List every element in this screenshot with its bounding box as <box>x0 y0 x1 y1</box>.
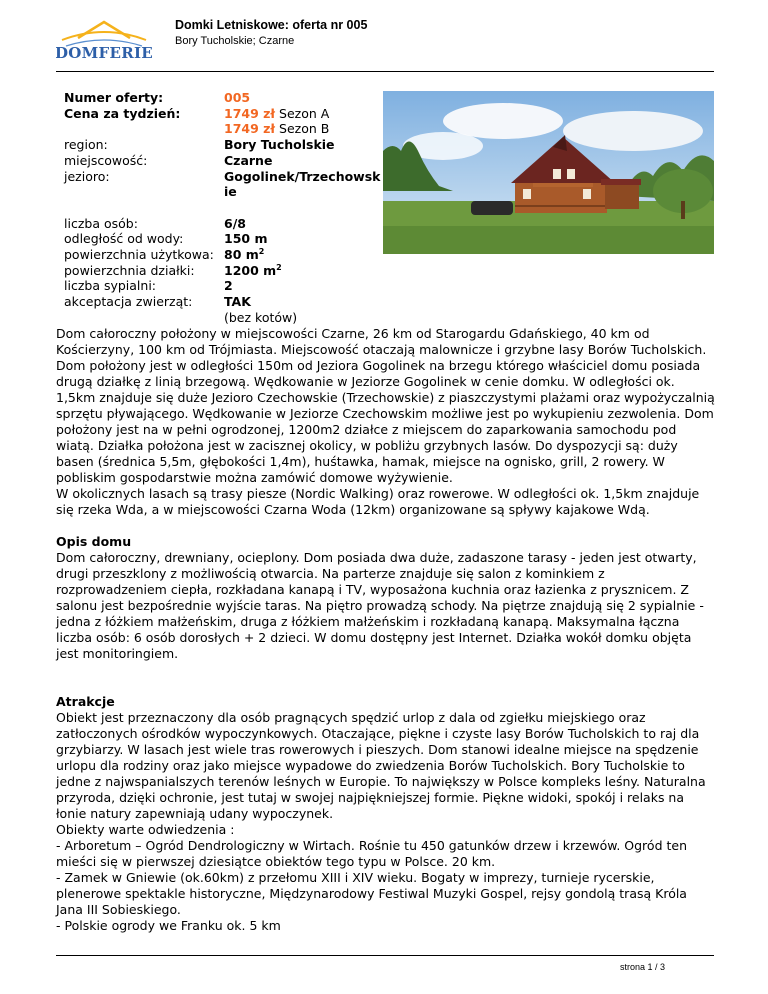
town-value: Czarne <box>224 152 273 168</box>
bedrooms-label: liczba sypialni: <box>64 278 157 294</box>
attraction-item: - Polskie ogrody we Franku ok. 5 km <box>56 918 281 933</box>
bedrooms-value: 2 <box>224 278 233 294</box>
plot-area-label: powierzchnia działki: <box>64 262 195 278</box>
attractions-section-title: Atrakcje <box>56 694 115 709</box>
attraction-item: - Zamek w Gniewie (ok.60km) z przełomu XIII i XIV wieku. Bogaty w imprezy, turnieje rycerskie, plenerowe spektakle historyczne, Międzynarodowy Festiwal Muzyki Gospel, rejsy gondolą trasą Króla Jana III Sobieskiego. <box>56 870 687 917</box>
footer-divider <box>56 955 714 956</box>
region-value: Bory Tucholskie <box>224 137 335 153</box>
sq-exponent: 2 <box>276 262 282 272</box>
house-section-text: Dom całoroczny, drewniany, ocieplony. Dom posiada dwa duże, zadaszone tarasy - jeden jest otwarty, drugi przeszklony z możliwością otwarcia. Na parterze znajduje się salon z kominkiem z rozprowadzeniem ciepła, rozkładana kanapą i TV, wyposażona kuchnia oraz łazienka z prysznicem. Z salonu jest bezpośrednie wyjście taras. Na piętro prowadzą schody. Na piętrze znajdują się 2 sypialnie - jedna z łóżkiem małżeńskim, druga z łóżkiem małżeńskim i rozkładaną kanapą. Maksymalna łączna liczba osób: 6 osób dorosłych + 2 dzieci. W domu dostępny jest Internet. Działka wokół domku objęta jest monitoringiem. <box>56 550 704 661</box>
domferie-logo <box>56 16 152 62</box>
price-season-a: 1749 zł <box>224 105 276 121</box>
pets-note: (bez kotów) <box>224 309 298 325</box>
document-subtitle: Bory Tucholskie; Czarne <box>175 35 295 47</box>
attractions-section-text: Obiekt jest przeznaczony dla osób pragnących spędzić urlop z dala od zgiełku miejskiego oraz zatłoczonych ośrodków wypoczynkowych. Otaczające, piękne i czyste lasy Borów Tucholskich to raj dla grzybiarzy. W lasach jest wiele tras rowerowych i pieszych. Dom stanowi idealne miejsce na spędzenie urlopu dla rodziny oraz jako miejsce wypadowe do zwiedzenia Borów Tucholskich. Bory Tucholskie to jedne z najwspanialszych terenów leśnych w Europie. To największy w Polsce kompleks leśny. Naturalna przyroda, dzięki ochronie, jest tutaj w swojej najpiękniejszej formie. Piękne widoki, spokój i relaks na łonie natury zapewniają udany wypoczynek. <box>56 710 706 821</box>
persons-value: 6/8 <box>224 215 246 231</box>
page-number: strona 1 / 3 <box>620 962 666 972</box>
water-distance-label: odległość od wody: <box>64 231 184 247</box>
persons-label: liczba osób: <box>64 215 138 231</box>
pets-value: TAK <box>224 294 251 310</box>
attraction-item: - Arboretum – Ogród Dendrologiczny w Wirtach. Rośnie tu 450 gatunków drzew i krzewów. Ogród ten mieści się w pierwszej dziesiątce obiektów tego typu w Polsce. 20 km. <box>56 838 687 869</box>
intro-paragraph-2: W okolicznych lasach są trasy piesze (Nordic Walking) oraz rowerowe. W odległości ok. 1,5km znajduje się rzeka Wda, a w miejscowości Czarna Woda (12km) organizowane są spływy kajakowe Wdą. <box>56 486 700 517</box>
offer-number-label: Numer oferty: <box>64 90 164 105</box>
plot-area-value: 1200 m <box>224 262 277 278</box>
pets-label: akceptacja zwierząt: <box>64 294 193 310</box>
town-label: miejscowość: <box>64 152 148 168</box>
document-title: Domki Letniskowe: oferta nr 005 <box>175 18 368 32</box>
usable-area-label: powierzchnia użytkowa: <box>64 247 214 263</box>
season-b-label: Sezon B <box>275 121 330 137</box>
region-label: region: <box>64 137 108 153</box>
sq-exponent: 2 <box>258 246 265 256</box>
house-section-title: Opis domu <box>56 534 132 549</box>
price-season-b: 1749 zł <box>224 121 276 137</box>
header-divider <box>56 71 714 72</box>
offer-description <box>56 326 716 934</box>
lake-label: jezioro: <box>64 168 110 184</box>
worth-visiting-title: Obiekty warte odwiedzenia : <box>56 822 235 837</box>
offer-number-value: 005 <box>224 90 251 105</box>
logo-text: DOMFERIE <box>56 44 152 62</box>
intro-paragraph: Dom całoroczny położony w miejscowości Czarne, 26 km od Starogardu Gdańskiego, 40 km od Kościerzyny, 100 km od Trójmiasta. Miejscowość otaczają malownicze i grzybne lasy Borów Tucholskich. Dom położony jest w odległości 150m od Jeziora Gogolinek na brzegu którego właściciel domu posiada drugą działkę z linią brzegową. Wędkowanie w Jeziorze Gogolinek w cenie domku. W odległości ok. 1,5km znajduje się duże Jezioro Czechowskie (Trzechowskie) z piaszczystymi plażami oraz wypożyczalnią sprzętu pływającego. Wędkowanie w Jeziorze Czechowskim możliwe jest po wykupieniu zezwolenia. Dom położony jest na w pełni ogrodzonej, 1200m2 działce z miejscem do zaparkowania samochodu pod wiatą. Działka położona jest w zacisznej okolicy, w pobliżu grzybnych lasów. Do dyspozycji są: duży basen (średnica 5,5m, głębokości 1,4m), huśtawka, hamak, miejsce na ognisko, grill, 2 rowery. W pobliskim gospodarstwie można zamówić domowe wyżywienie. <box>56 326 715 485</box>
lake-value: Gogolinek/Trzechowskie <box>224 168 381 200</box>
price-label: Cena za tydzień: <box>64 105 181 121</box>
water-distance-value: 150 m <box>224 231 268 247</box>
house-photo <box>383 91 714 254</box>
season-a-label: Sezon A <box>275 105 330 121</box>
usable-area-value: 80 m <box>224 247 259 263</box>
offer-info-table <box>64 90 384 326</box>
